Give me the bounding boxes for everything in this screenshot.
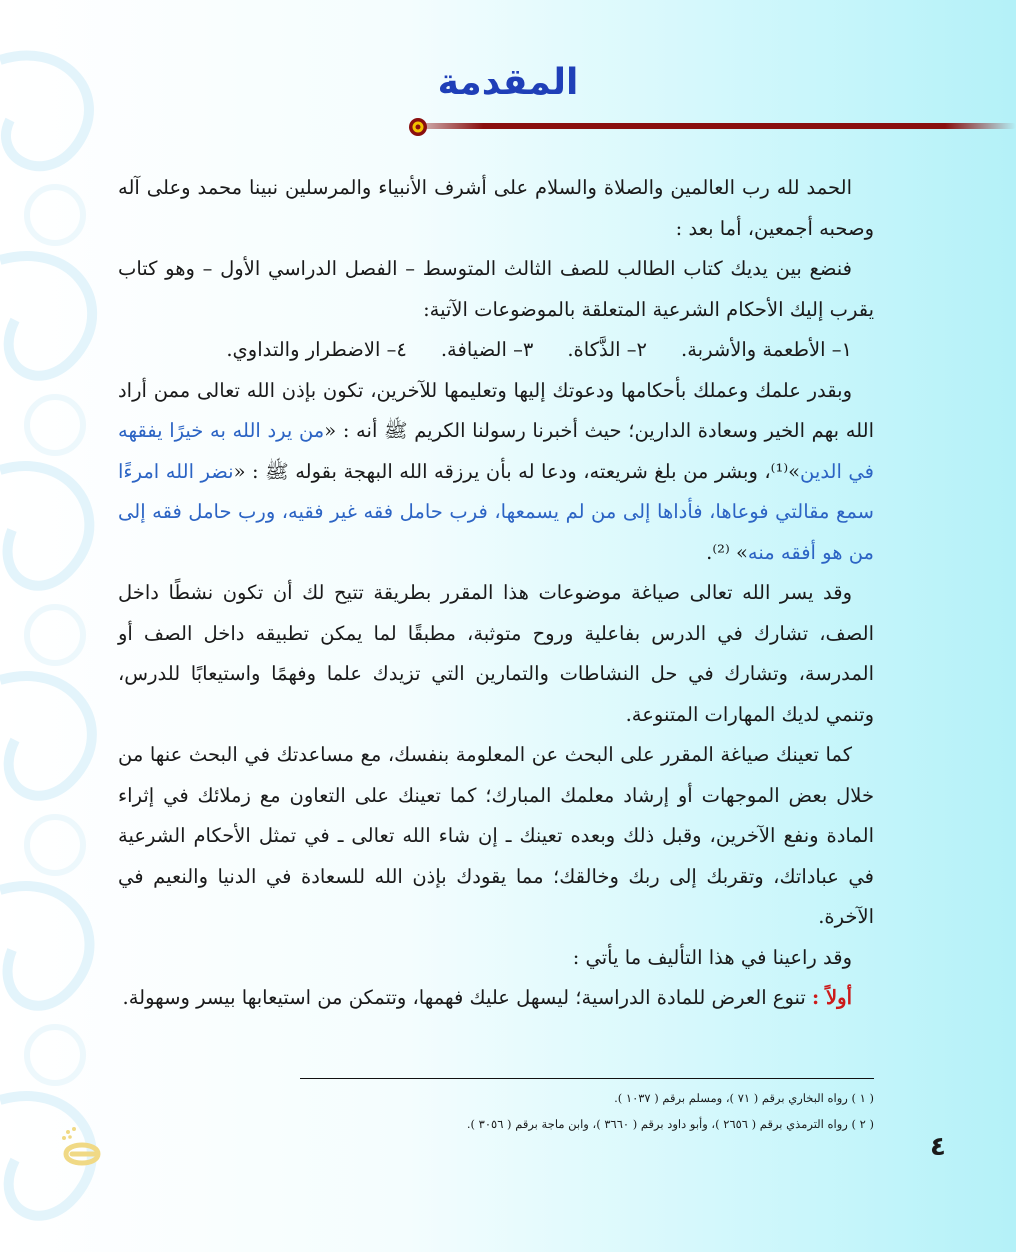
hadith-intro-text: وبقدر علمك وعملك بأحكامها ودعوتك إليها وتعليمها للآخرين، تكون بإذن الله تعالى ممن أراد الله بهم الخير وسعادة الدارين؛ حيث أخبرنا رسولنا الكريم ﷺ أنه : « <box>118 378 874 442</box>
hadith-reference-2: » ⁽²⁾. <box>706 540 748 564</box>
footnote-1: ( ١ ) رواه البخاري برقم ( ٧١ )، ومسلم برقم ( ١٠٣٧ ). <box>614 1091 874 1105</box>
topic-item: ٤– الاضطرار والتداوي. <box>226 338 407 361</box>
paragraph-research: كما تعينك صياغة المقرر على البحث عن المعلومة بنفسك، مع مساعدتك في البحث عنها من خلال بعض الموجهات أو إرشاد معلمك المبارك؛ كما تعينك على التعاون مع زملائك في إثراء المادة ونفع الآخرين، وقبل ذلك وبعده تعينك ـ إن شاء الله تعالى ـ في تمثل الأحكام الشرعية في عباداتك، وتقربك إلى ربك وخالقك؛ مما يقودك بإذن الله للسعادة في الدنيا والنعيم في الآخرة. <box>118 743 874 928</box>
page-title: المقدمة <box>437 62 579 103</box>
footnote-2: ( ٢ ) رواه الترمذي برقم ( ٢٦٥٦ )، وأبو داود برقم ( ٣٦٦٠ )، وابن ماجة برقم ( ٣٠٥٦ ). <box>466 1117 874 1131</box>
paragraph-considerations: وقد راعينا في هذا التأليف ما يأتي : <box>572 945 852 969</box>
publisher-logo-icon <box>58 1124 108 1180</box>
title-divider-bar <box>404 118 1016 136</box>
introduction-body <box>118 168 874 1019</box>
first-point-text: تنوع العرض للمادة الدراسية؛ ليسهل عليك فهمها، وتتمكن من استيعابها بيسر وسهولة. <box>122 986 806 1009</box>
hadith-quote-1: من يرد الله به خيرًا يفقهه في الدين <box>118 419 874 483</box>
footnotes <box>300 1078 874 1137</box>
decorative-swirl-border <box>0 0 115 1252</box>
hadith-reference-1: »⁽¹⁾، وبشر من بلغ شريعته، ودعا له بأن يرزقه الله البهجة بقوله ﷺ : « <box>233 459 801 483</box>
topic-item: ٢– الذَّكاة. <box>567 338 648 361</box>
paragraph-active-learning: وقد يسر الله تعالى صياغة موضوعات هذا المقرر بطريقة تتيح لك أن تكون نشطًا داخل الصف، تشارك في الدرس بفاعلية وروح متوثبة، مطبقًا لما يمكن تطبيقه داخل الصف أو المدرسة، وتشارك في حل النشاطات والتمارين التي تزيدك علما وفهمًا واستيعابًا للدرس، وتنمي لديك المهارات المتنوعة. <box>118 581 874 726</box>
topic-item: ١– الأطعمة والأشربة. <box>681 338 852 361</box>
topics-list <box>118 330 874 371</box>
paragraph-opening: الحمد لله رب العالمين والصلاة والسلام على أشرف الأنبياء والمرسلين نبينا محمد وعلى آله وصحبه أجمعين، أما بعد : <box>118 176 874 240</box>
first-point-label: أولاً : <box>812 986 852 1009</box>
paragraph-hadith <box>118 371 874 574</box>
paragraph-first-point <box>118 978 874 1019</box>
page-number: ٤ <box>930 1132 946 1162</box>
topic-item: ٣– الضيافة. <box>440 338 534 361</box>
hadith-quote-2: نضر الله امرءًا سمع مقالتي فوعاها، فأداها إلى من لم يسمعها، فرب حامل فقه غير فقيه، ورب حامل فقه إلى من هو أفقه منه <box>118 459 874 564</box>
paragraph-book-description: فنضع بين يديك كتاب الطالب للصف الثالث المتوسط – الفصل الدراسي الأول – وهو كتاب يقرب إليك الأحكام الشرعية المتعلقة بالموضوعات الآتية: <box>118 257 874 321</box>
